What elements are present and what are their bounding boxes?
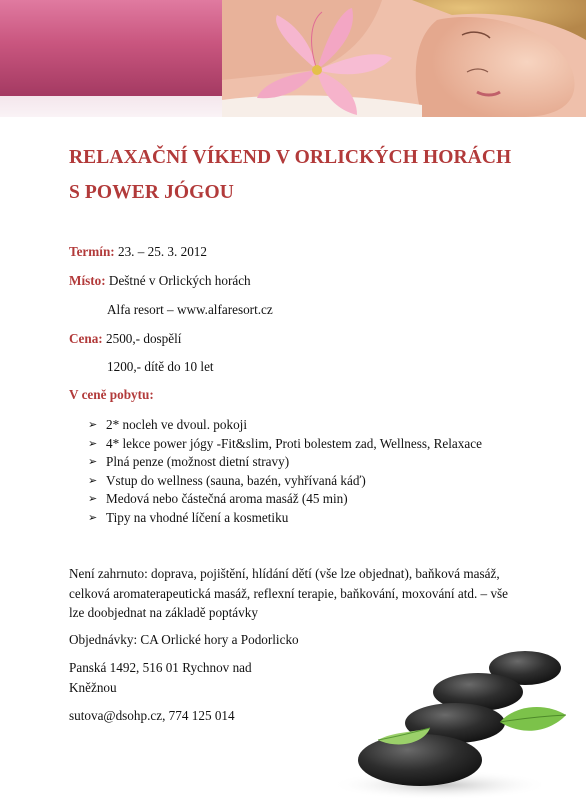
spa-stones-image <box>330 620 586 800</box>
list-item-text: Tipy na vhodné líčení a kosmetiku <box>106 509 289 525</box>
term-value: 23. – 25. 3. 2012 <box>117 244 207 259</box>
term-row <box>69 244 207 260</box>
price-value-2: 1200,- dítě do 10 let <box>107 359 214 374</box>
list-item-text: 4* lekce power jógy -Fit&slim, Proti bolestem zad, Wellness, Relaxace <box>106 435 482 451</box>
arrow-bullet-icon: ➢ <box>88 473 98 487</box>
pink-band <box>0 0 222 96</box>
list-item <box>88 472 482 491</box>
page-title-line-1: RELAXAČNÍ VÍKEND V ORLICKÝCH HORÁCH <box>69 147 512 168</box>
arrow-bullet-icon: ➢ <box>88 492 98 506</box>
included-heading: V ceně pobytu: <box>69 387 154 402</box>
price-row <box>69 331 181 347</box>
list-item <box>88 416 482 435</box>
list-item <box>88 490 482 509</box>
place-value-2: Alfa resort – www.alfaresort.cz <box>107 302 273 317</box>
price-value: 2500,- dospělí <box>106 331 182 346</box>
list-item-text: Medová nebo částečná aroma masáž (45 min) <box>106 491 348 507</box>
list-item <box>88 435 482 454</box>
term-label: Termín: <box>69 244 115 259</box>
list-item-text: 2* nocleh ve dvoul. pokoji <box>106 417 248 432</box>
page-title-line-2: S POWER JÓGOU <box>69 182 234 203</box>
header-banner <box>0 0 586 117</box>
arrow-bullet-icon: ➢ <box>88 455 98 469</box>
place-label: Místo: <box>69 273 106 288</box>
orders-contact: sutova@dsohp.cz, 774 125 014 <box>69 708 235 723</box>
spa-photo <box>222 0 586 117</box>
not-included-text: Není zahrnuto: doprava, pojištění, hlídání dětí (vše lze objednat), baňková masáž, celková aromaterapeutická masáž, reflexní terapie, baňkování, moxování atd. – vše lze doobjednat na základě poptávky <box>69 566 509 620</box>
included-list <box>88 416 482 528</box>
list-item-text: Plná penze (možnost dietní stravy) <box>106 454 290 470</box>
list-item <box>88 453 482 472</box>
arrow-bullet-icon: ➢ <box>88 418 98 431</box>
price-label: Cena: <box>69 331 103 346</box>
orders-address: Panská 1492, 516 01 Rychnov nad Kněžnou <box>69 660 252 695</box>
spa-stones-illustration <box>330 620 586 800</box>
place-row <box>69 273 251 289</box>
list-item <box>88 509 482 528</box>
pink-band-light <box>0 96 222 117</box>
arrow-bullet-icon: ➢ <box>88 510 98 524</box>
list-item-text: Vstup do wellness (sauna, bazén, vyhřívaná káď) <box>106 472 366 488</box>
orders-line: Objednávky: CA Orlické hory a Podorlicko <box>69 632 299 647</box>
place-value: Deštné v Orlických horách <box>108 273 251 288</box>
spa-photo-illustration <box>222 0 586 117</box>
arrow-bullet-icon: ➢ <box>88 436 98 450</box>
